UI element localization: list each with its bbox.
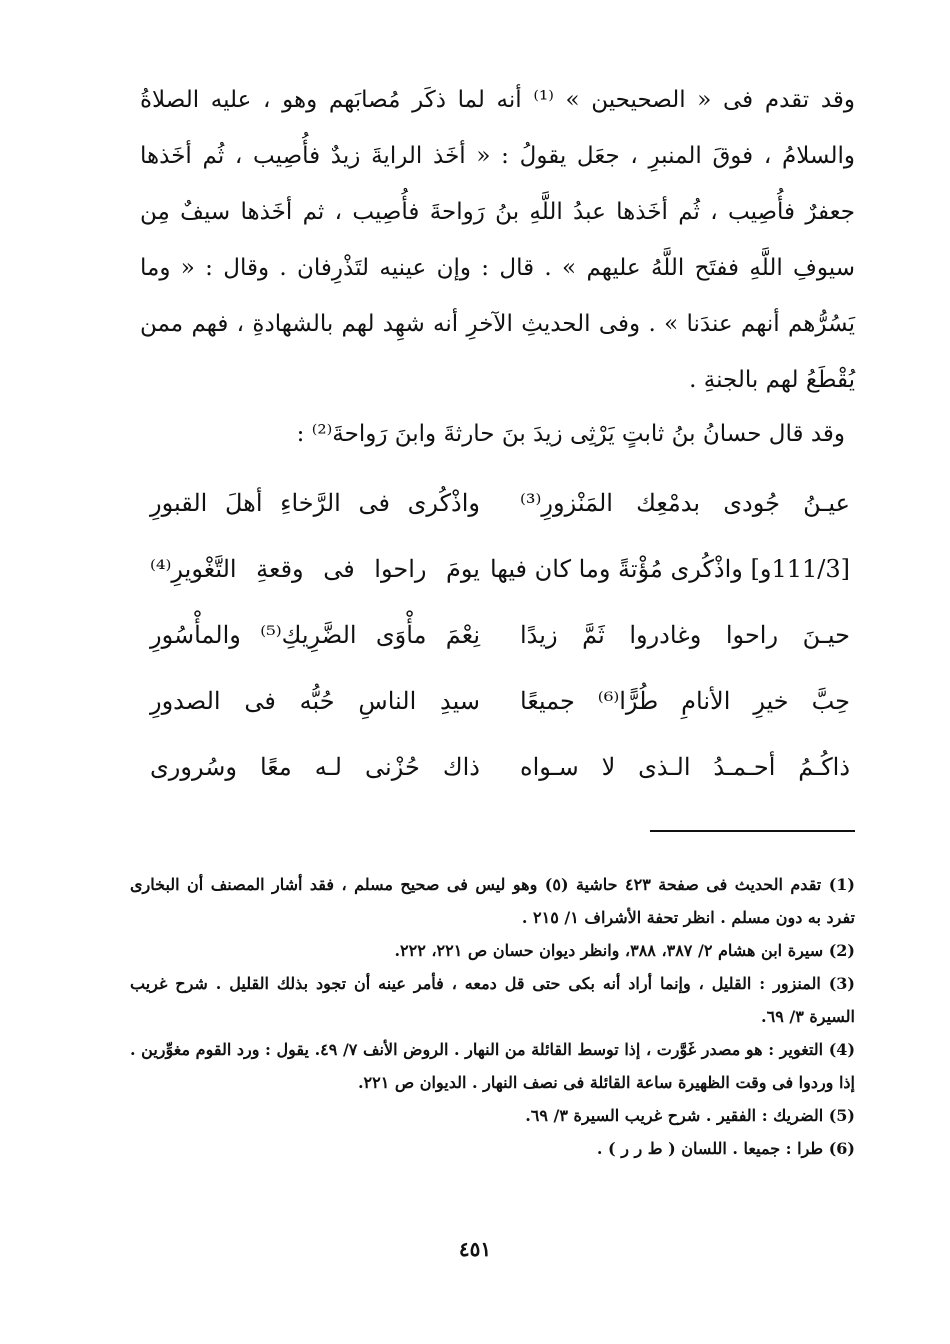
footnote-separator xyxy=(650,830,855,832)
second-hemistich: نِعْمَ مأْوَى الضَّرِيكِ⁽⁵⁾ والمأْسُورِ xyxy=(150,621,480,649)
first-hemistich: عيـنُ جُودى بدمْعِك المَنْزورِ⁽³⁾ xyxy=(520,489,850,517)
footnote: (1) تقدم الحديث فى صفحة ٤٢٣ حاشية (٥) وهو ليس فى صحيح مسلم ، فقد أشار المصنف أن البخارى تفرد به دون مسلم . انظر تحفة الأشراف ١/ ٢١٥ . xyxy=(130,875,855,927)
footnote: (3) المنزور : القليل ، وإنما أراد أنه بكى حتى قل دمعه ، فأمر عينه أن تجود بذلك القليل . شرح غريب السيرة ٣/ ٦٩. xyxy=(130,974,855,1026)
second-hemistich: سيدِ الناسِ حُبُّه فى الصدورِ xyxy=(150,687,480,715)
verse-line xyxy=(150,602,850,668)
first-hemistich: ذاكُـمُ أحـمـدُ الـذى لا سـواه xyxy=(520,753,850,781)
footnote: (2) سيرة ابن هشام ٢/ ٣٨٧، ٣٨٨، وانظر ديوان حسان ص ٢٢١، ٢٢٢. xyxy=(394,941,855,960)
main-paragraph xyxy=(140,72,855,408)
verse-line xyxy=(150,470,850,536)
verse-line xyxy=(150,536,850,602)
verse-line xyxy=(150,668,850,734)
first-hemistich: حيـنَ راحوا وغادروا ثَمَّ زيدًا xyxy=(520,621,850,649)
poem-introduction: وقد قال حسانُ بنُ ثابتٍ يَرْثِى زيدَ بنَ حارثةَ وابنَ رَواحةَ⁽²⁾ : xyxy=(296,421,845,447)
second-hemistich: واذْكُرى فى الرَّخاءِ أهلَ القبورِ xyxy=(150,489,480,517)
first-hemistich: [111/3و] واذْكُرى مُؤْتةً وما كان فيها xyxy=(489,555,850,583)
second-hemistich: ذاك حُزْنى لـه معًا وسُرورى xyxy=(150,753,480,781)
verse-line xyxy=(150,734,850,800)
paragraph-text: وقد تقدم فى « الصحيحين » ⁽¹⁾ أنه لما ذكَر مُصابَهم وهو ، عليه الصلاةُ والسلامُ ، فوقَ المنبرِ ، جعَل يقولُ : « أخَذ الرايةَ زيدٌ فأُصِيب ، ثُم أخَذها جعفرٌ فأُصِيب ، ثُم أخَذها عبدُ اللَّهِ بنُ رَواحةَ فأُصِيب ، ثم أخَذها سيفٌ مِن سيوفِ اللَّهِ ففتَح اللَّهُ عليهم » . قال : وإن عينيه لتَذْرِفان . وقال : « وما يَسُرُّهم أنهم عندَنا » . وفى الحديثِ الآخرِ أنه شهِد لهم بالشهادةِ ، فهم ممن يُقْطَعُ لهم بالجنةِ . xyxy=(140,87,855,393)
footnote: (5) الضريك : الفقير . شرح غريب السيرة ٣/ ٦٩. xyxy=(525,1106,855,1125)
poem xyxy=(150,470,850,800)
footnote: (6) طرا : جميعا . اللسان ( ط ر ر ) . xyxy=(596,1139,855,1158)
page-number: ٤٥١ xyxy=(458,1237,492,1261)
footnotes xyxy=(130,868,855,1165)
first-hemistich: حِبَّ خيرِ الأنامِ طُرًّا⁽⁶⁾ جميعًا xyxy=(520,687,850,715)
footnote: (4) التغوير : هو مصدر غَوَّرت ، إذا توسط القائلة من النهار . الروض الأنف ٧/ ٤٩. يقول : ورد القوم مغوِّرين . إذا وردوا فى وقت الظهيرة ساعة القائلة فى نصف النهار . الديوان ص ٢٢١. xyxy=(130,1040,856,1092)
second-hemistich: يومَ راحوا فى وقعةِ التَّغْويرِ⁽⁴⁾ xyxy=(150,555,480,583)
